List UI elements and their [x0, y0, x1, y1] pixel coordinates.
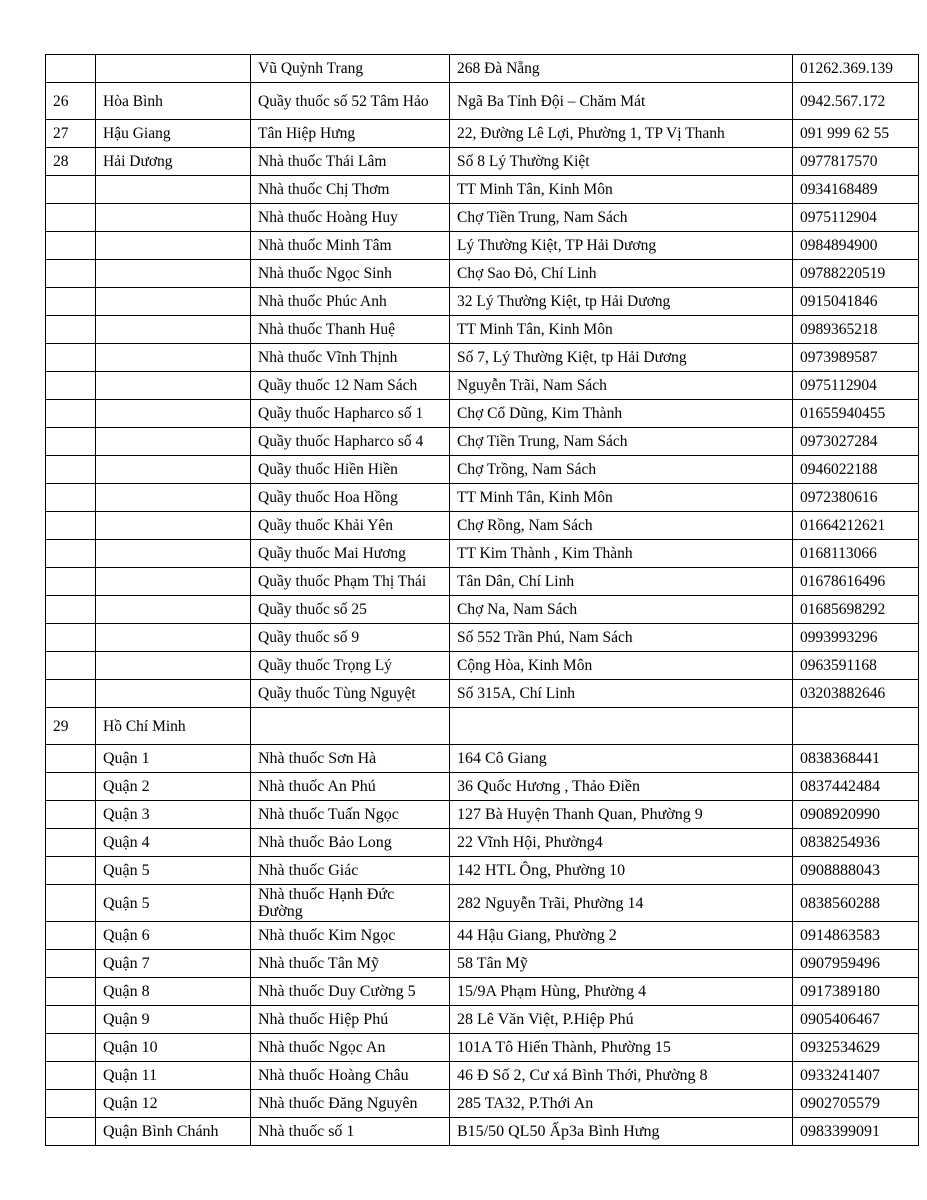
row-area: Quận 11 [96, 1062, 251, 1090]
row-area [96, 428, 251, 456]
row-address: 127 Bà Huyện Thanh Quan, Phường 9 [450, 801, 793, 829]
row-number [46, 950, 96, 978]
row-phone: 0837442484 [793, 773, 919, 801]
table-row [46, 512, 919, 540]
row-pharmacy-name: Nhà thuốc An Phú [251, 773, 450, 801]
row-number [46, 922, 96, 950]
table-row [46, 596, 919, 624]
row-pharmacy-name: Quầy thuốc số 52 Tâm Hảo [251, 83, 450, 120]
row-number [46, 260, 96, 288]
row-phone: 0908888043 [793, 857, 919, 885]
table-row [46, 372, 919, 400]
row-area: Hồ Chí Minh [96, 708, 251, 745]
table-row [46, 148, 919, 176]
row-pharmacy-name: Vũ Quỳnh Trang [251, 55, 450, 83]
row-address: TT Minh Tân, Kinh Môn [450, 316, 793, 344]
row-number [46, 288, 96, 316]
row-number: 26 [46, 83, 96, 120]
row-address: 101A Tô Hiến Thành, Phường 15 [450, 1034, 793, 1062]
row-number [46, 978, 96, 1006]
row-address: 142 HTL Ông, Phường 10 [450, 857, 793, 885]
pharmacy-table-body [46, 55, 919, 1146]
row-area: Quận 12 [96, 1090, 251, 1118]
row-area: Quận 5 [96, 857, 251, 885]
row-area [96, 568, 251, 596]
row-area [96, 512, 251, 540]
row-phone: 0908920990 [793, 801, 919, 829]
table-row [46, 652, 919, 680]
row-address [450, 708, 793, 745]
row-number [46, 680, 96, 708]
row-address: Chợ Cổ Dũng, Kim Thành [450, 400, 793, 428]
row-pharmacy-name: Quầy thuốc Khải Yên [251, 512, 450, 540]
table-row [46, 288, 919, 316]
table-row [46, 950, 919, 978]
row-address: 44 Hậu Giang, Phường 2 [450, 922, 793, 950]
row-number [46, 316, 96, 344]
row-phone: 0963591168 [793, 652, 919, 680]
table-row [46, 232, 919, 260]
row-address: 22 Vĩnh Hội, Phường4 [450, 829, 793, 857]
row-phone: 0934168489 [793, 176, 919, 204]
row-pharmacy-name: Nhà thuốc Đăng Nguyên [251, 1090, 450, 1118]
row-address: TT Kim Thành , Kim Thành [450, 540, 793, 568]
row-area [96, 624, 251, 652]
row-pharmacy-name: Nhà thuốc Giác [251, 857, 450, 885]
table-row [46, 83, 919, 120]
pharmacy-table [45, 54, 919, 1146]
row-phone: 0917389180 [793, 978, 919, 1006]
table-row [46, 1062, 919, 1090]
table-row [46, 568, 919, 596]
table-row [46, 801, 919, 829]
row-phone: 0973989587 [793, 344, 919, 372]
table-row [46, 316, 919, 344]
row-number [46, 1034, 96, 1062]
row-number [46, 801, 96, 829]
pharmacy-list-page [45, 54, 918, 1146]
row-number [46, 232, 96, 260]
row-phone: 0977817570 [793, 148, 919, 176]
row-phone: 01664212621 [793, 512, 919, 540]
row-address: Tân Dân, Chí Linh [450, 568, 793, 596]
row-phone: 0838560288 [793, 885, 919, 922]
row-pharmacy-name: Quầy thuốc Hoa Hồng [251, 484, 450, 512]
row-area [96, 288, 251, 316]
row-number [46, 568, 96, 596]
row-phone: 0972380616 [793, 484, 919, 512]
row-area: Quận 7 [96, 950, 251, 978]
row-phone: 09788220519 [793, 260, 919, 288]
row-area: Hải Dương [96, 148, 251, 176]
row-pharmacy-name: Nhà thuốc Phúc Anh [251, 288, 450, 316]
row-number [46, 596, 96, 624]
row-pharmacy-name: Nhà thuốc Ngọc Sinh [251, 260, 450, 288]
row-area [96, 372, 251, 400]
row-area: Quận 10 [96, 1034, 251, 1062]
row-number [46, 176, 96, 204]
row-pharmacy-name: Nhà thuốc Tân Mỹ [251, 950, 450, 978]
row-address: Số 7, Lý Thường Kiệt, tp Hải Dương [450, 344, 793, 372]
row-pharmacy-name: Quầy thuốc Trọng Lý [251, 652, 450, 680]
table-row [46, 55, 919, 83]
row-area [96, 540, 251, 568]
row-address: Cộng Hòa, Kinh Môn [450, 652, 793, 680]
row-area [96, 484, 251, 512]
table-row [46, 344, 919, 372]
row-phone: 0933241407 [793, 1062, 919, 1090]
row-pharmacy-name: Nhà thuốc Kim Ngọc [251, 922, 450, 950]
row-phone: 0975112904 [793, 372, 919, 400]
table-row [46, 857, 919, 885]
row-area [96, 596, 251, 624]
row-pharmacy-name: Nhà thuốc Ngọc An [251, 1034, 450, 1062]
table-row [46, 1034, 919, 1062]
row-area [96, 232, 251, 260]
table-row [46, 120, 919, 148]
row-area [96, 204, 251, 232]
row-area [96, 456, 251, 484]
row-pharmacy-name: Nhà thuốc Thanh Huệ [251, 316, 450, 344]
row-pharmacy-name: Nhà thuốc Hiệp Phú [251, 1006, 450, 1034]
row-area: Quận 4 [96, 829, 251, 857]
row-number [46, 428, 96, 456]
table-row [46, 176, 919, 204]
row-number [46, 512, 96, 540]
row-address: TT Minh Tân, Kinh Môn [450, 484, 793, 512]
row-area [96, 400, 251, 428]
table-row [46, 773, 919, 801]
row-address: 58 Tân Mỹ [450, 950, 793, 978]
row-number [46, 829, 96, 857]
row-phone: 0989365218 [793, 316, 919, 344]
row-address: 28 Lê Văn Việt, P.Hiệp Phú [450, 1006, 793, 1034]
row-phone: 01685698292 [793, 596, 919, 624]
row-phone [793, 708, 919, 745]
row-number [46, 344, 96, 372]
row-number: 29 [46, 708, 96, 745]
row-phone: 0984894900 [793, 232, 919, 260]
row-address: 22, Đường Lê Lợi, Phường 1, TP Vị Thanh [450, 120, 793, 148]
row-number [46, 773, 96, 801]
row-pharmacy-name: Quầy thuốc Phạm Thị Thái [251, 568, 450, 596]
row-number [46, 1062, 96, 1090]
row-pharmacy-name: Quầy thuốc Hapharco số 1 [251, 400, 450, 428]
row-pharmacy-name: Nhà thuốc Bảo Long [251, 829, 450, 857]
row-area [96, 652, 251, 680]
row-pharmacy-name: Quầy thuốc số 9 [251, 624, 450, 652]
row-phone: 0942.567.172 [793, 83, 919, 120]
row-area [96, 55, 251, 83]
row-pharmacy-name [251, 708, 450, 745]
row-address: 268 Đà Nẵng [450, 55, 793, 83]
table-row [46, 456, 919, 484]
row-address: Lý Thường Kiệt, TP Hải Dương [450, 232, 793, 260]
row-pharmacy-name: Quầy thuốc số 25 [251, 596, 450, 624]
row-number [46, 400, 96, 428]
row-phone: 0902705579 [793, 1090, 919, 1118]
table-row [46, 680, 919, 708]
row-area: Quận 2 [96, 773, 251, 801]
row-phone: 0907959496 [793, 950, 919, 978]
row-number [46, 857, 96, 885]
row-phone: 01262.369.139 [793, 55, 919, 83]
row-number [46, 745, 96, 773]
row-area: Hòa Bình [96, 83, 251, 120]
row-address: Chợ Trồng, Nam Sách [450, 456, 793, 484]
row-phone: 0915041846 [793, 288, 919, 316]
row-area: Quận Bình Chánh [96, 1118, 251, 1146]
row-area [96, 344, 251, 372]
table-row [46, 428, 919, 456]
row-pharmacy-name: Quầy thuốc Tùng Nguyệt [251, 680, 450, 708]
row-area [96, 260, 251, 288]
row-pharmacy-name: Nhà thuốc Duy Cường 5 [251, 978, 450, 1006]
table-row [46, 978, 919, 1006]
row-pharmacy-name: Nhà thuốc Tuấn Ngọc [251, 801, 450, 829]
row-address: Chợ Na, Nam Sách [450, 596, 793, 624]
row-pharmacy-name: Nhà thuốc Vĩnh Thịnh [251, 344, 450, 372]
row-address: 32 Lý Thường Kiệt, tp Hải Dương [450, 288, 793, 316]
row-phone: 0993993296 [793, 624, 919, 652]
table-row [46, 745, 919, 773]
row-phone: 0946022188 [793, 456, 919, 484]
row-phone: 0168113066 [793, 540, 919, 568]
row-phone: 0905406467 [793, 1006, 919, 1034]
row-address: 282 Nguyễn Trãi, Phường 14 [450, 885, 793, 922]
table-row [46, 708, 919, 745]
table-row [46, 1118, 919, 1146]
row-address: Chợ Rồng, Nam Sách [450, 512, 793, 540]
table-row [46, 204, 919, 232]
row-area: Quận 5 [96, 885, 251, 922]
row-address: Chợ Tiền Trung, Nam Sách [450, 204, 793, 232]
table-row [46, 400, 919, 428]
row-pharmacy-name: Nhà thuốc Minh Tâm [251, 232, 450, 260]
table-row [46, 1006, 919, 1034]
table-row [46, 829, 919, 857]
row-number [46, 484, 96, 512]
row-phone: 01655940455 [793, 400, 919, 428]
row-number [46, 55, 96, 83]
row-address: 15/9A Phạm Hùng, Phường 4 [450, 978, 793, 1006]
row-number [46, 624, 96, 652]
row-phone: 0975112904 [793, 204, 919, 232]
row-address: Ngã Ba Tỉnh Đội – Chăm Mát [450, 83, 793, 120]
row-pharmacy-name: Nhà thuốc Sơn Hà [251, 745, 450, 773]
row-number [46, 540, 96, 568]
row-phone: 0932534629 [793, 1034, 919, 1062]
row-number [46, 885, 96, 922]
table-row [46, 1090, 919, 1118]
row-number: 28 [46, 148, 96, 176]
row-number [46, 652, 96, 680]
row-pharmacy-name: Nhà thuốc Thái Lâm [251, 148, 450, 176]
table-row [46, 260, 919, 288]
row-number [46, 204, 96, 232]
row-area: Quận 6 [96, 922, 251, 950]
row-address: 285 TA32, P.Thới An [450, 1090, 793, 1118]
row-phone: 0914863583 [793, 922, 919, 950]
row-pharmacy-name: Quầy thuốc Hiền Hiền [251, 456, 450, 484]
row-number [46, 1006, 96, 1034]
row-address: 36 Quốc Hương , Thảo Điền [450, 773, 793, 801]
row-phone: 0838368441 [793, 745, 919, 773]
row-area: Quận 8 [96, 978, 251, 1006]
row-number [46, 372, 96, 400]
row-address: Nguyễn Trãi, Nam Sách [450, 372, 793, 400]
row-pharmacy-name: Nhà thuốc Chị Thơm [251, 176, 450, 204]
row-address: Chợ Sao Đỏ, Chí Linh [450, 260, 793, 288]
row-area [96, 680, 251, 708]
row-address: TT Minh Tân, Kinh Môn [450, 176, 793, 204]
row-address: 164 Cô Giang [450, 745, 793, 773]
row-area: Hậu Giang [96, 120, 251, 148]
row-number [46, 456, 96, 484]
row-phone: 03203882646 [793, 680, 919, 708]
row-area: Quận 3 [96, 801, 251, 829]
row-pharmacy-name: Quầy thuốc Hapharco số 4 [251, 428, 450, 456]
row-number [46, 1090, 96, 1118]
row-area: Quận 1 [96, 745, 251, 773]
row-phone: 0983399091 [793, 1118, 919, 1146]
row-pharmacy-name: Tân Hiệp Hưng [251, 120, 450, 148]
row-area [96, 316, 251, 344]
table-row [46, 624, 919, 652]
row-address: Chợ Tiền Trung, Nam Sách [450, 428, 793, 456]
row-pharmacy-name: Nhà thuốc Hoàng Huy [251, 204, 450, 232]
row-pharmacy-name: Nhà thuốc Hoàng Châu [251, 1062, 450, 1090]
table-row [46, 885, 919, 922]
table-row [46, 540, 919, 568]
row-phone: 091 999 62 55 [793, 120, 919, 148]
row-area [96, 176, 251, 204]
row-phone: 01678616496 [793, 568, 919, 596]
row-number [46, 1118, 96, 1146]
row-phone: 0838254936 [793, 829, 919, 857]
row-pharmacy-name: Quầy thuốc 12 Nam Sách [251, 372, 450, 400]
row-address: 46 Đ Số 2, Cư xá Bình Thới, Phường 8 [450, 1062, 793, 1090]
row-address: Số 8 Lý Thường Kiệt [450, 148, 793, 176]
row-number: 27 [46, 120, 96, 148]
row-address: B15/50 QL50 Ấp3a Bình Hưng [450, 1118, 793, 1146]
row-pharmacy-name: Nhà thuốc số 1 [251, 1118, 450, 1146]
row-phone: 0973027284 [793, 428, 919, 456]
table-row [46, 484, 919, 512]
row-address: Số 315A, Chí Linh [450, 680, 793, 708]
row-area: Quận 9 [96, 1006, 251, 1034]
row-pharmacy-name: Quầy thuốc Mai Hương [251, 540, 450, 568]
table-row [46, 922, 919, 950]
row-pharmacy-name: Nhà thuốc Hạnh Đức Đường [251, 885, 450, 922]
row-address: Số 552 Trần Phú, Nam Sách [450, 624, 793, 652]
